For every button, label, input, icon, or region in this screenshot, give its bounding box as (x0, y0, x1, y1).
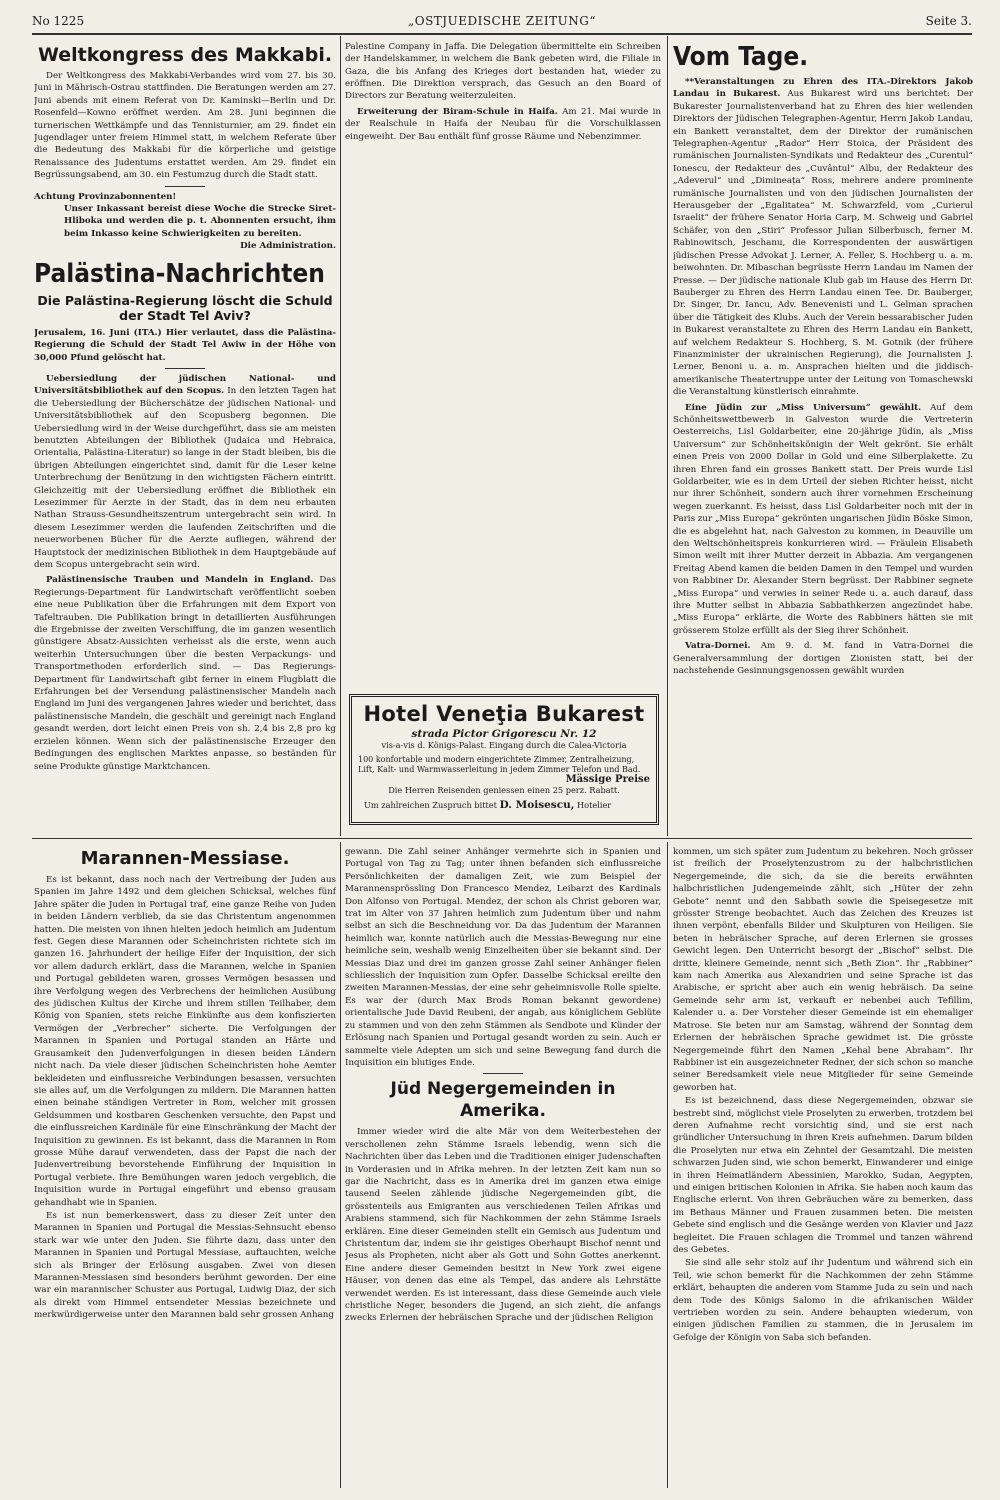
section-divider (32, 838, 972, 839)
marranen-title: Marannen-Messiase. (80, 848, 290, 869)
column-left-upper (34, 42, 336, 834)
column-divider (667, 842, 668, 1488)
short-rule (165, 368, 205, 369)
gaza-body: Palestine Company in Jaffa. Die Delegation übermittelte ein Schreiben der Handelskammer, in welchem die Bank gebeten wird, die Filiale in Gaza, die bis Anfang des Krieges dort bestanden hat, wieder zu eröffnen. Die Direktion versprach, das Gesuch an den Board of Directors zur Beratung weiterzuleiten. (345, 42, 661, 102)
makkabi-title: Weltkongress des Makkabi. (37, 44, 333, 66)
marranen-p2: Es ist nun bemerkenswert, dass zu dieser Zeit unter den Marannen in Spanien und Portugal die Messias-Sehnsucht ebenso stark war wie unter den Juden. Sie führte dazu, dass unter den Marannen in Spanien und Portugal Messiase, auftauchten, welche sich als Bringer der Erlösung ausgaben. Zwei von diesen Marannen-Messiasen sind besonders berühmt geworden. Der eine war ein marannischer Schuster aus Portugal, Ludwig Diaz, der sich als direkt vom Himmel entsendeter Messias bezeichnete und merkwürdigerweise unter den Marannen bald sehr grossen Anhang (34, 1210, 336, 1321)
neger-p4: Sie sind alle sehr stolz auf ihr Judentum und während sich ein Teil, wie schon bemerkt für die Nachkommen der zehn Stämme erklärt, behaupten die anderen vom Stamme Juda zu sein und nach dem Tode des Königs Salomo in die afrikanischen Wälder vertrieben worden zu sein. Andere behaupten wiederum, von einigen jüdischen Familien zu stammen, die in Jerusalem im Gefolge der Königin von Saba sich befanden. (673, 1258, 973, 1343)
landau-lead: **Veranstaltungen zu Ehren des ITA.-Direktors Jakob Landau in Bukarest. (673, 77, 973, 100)
miss-body: Auf dem Schönheitswettbewerb in Galveston wurde die Vertreterin Oesterreichs, Lisl Goldarbeiter, eine 20-jährige Jüdin, als „Miss Universum“ zur Schönheitskönigin der Welt gekrönt. Sie erhält einen Preis von 2000 Dollar in Gold und eine Silberplakette. Zu ihren Ehren fand ein grosses Bankett statt. Der Preis wurde Lisl Goldarbeiter, wie es in dem Urteil der sieben Richter heisst, nicht nur ihrer Schönheit, sondern auch ihrer vornehmen Erscheinung wegen zuerkannt. Es heisst, dass Lisl Goldarbeiter noch mit der in Paris zur „Miss Europa“ gekrönten ungarischen Jüdin Böske Simon, die es abgelehnt hat, nach Galveston zu kommen, in Deauville um den Weltschönheitspreis konkurrieren wird. — Fräulein Elisabeth Simon weilt mit ihrer Mutter derzeit in Abbazia. Am vergangenen Freitag Abend kamen die beiden Damen in den Tempel und wurden von Rabbiner Dr. Alexander Stern begrüsst. Der Rabbiner segnete „Miss Europa“ und verwies in seiner Rede u. a. auch darauf, dass ihre Mutter selbst in Abbazia Sabbathkerzen angezündet habe. „Miss Europa“ erklärte, die Worte des Rabbiners hätten sie mit grösserem Stolze erfüllt als der Sieg ihrer Schönheit. (673, 402, 973, 636)
column-divider (340, 36, 341, 836)
hotel-owner: D. Moisescu, (499, 799, 575, 811)
biram-lead: Erweiterung der Biram-Schule in Haifa. (357, 106, 558, 117)
neger-p3: Es ist bezeichnend, dass diese Negergemeinden, obzwar sie bestrebt sind, möglichst viele Proselyten zu erwerben, trotzdem bei deren Aufnahme recht vorsichtig sind, und sie erst nach gründlicher Untersuchung in ihren Kreis aufnehmen. Darum bilden die Proselyten nur etwa ein Zehntel der Gesamtzahl. Die meisten schwarzen Juden sind, wie schon bemerkt, Einwanderer und einige in ihren Heimatländern Abessinien, Marokko, Sudan, Aegypten, und einigen britischen Kolonien in Afrika. Sie haben noch kaum das Englische erlernt. Von ihren Gebräuchen wäre zu bemerken, dass im Bethaus Männer und Frauen zusammen beten. Die meisten Gebete sind englisch und die Gesänge werden von Klavier und Jazz begleitet. Die Frauen schlagen die Trommel und tanzen während des Gebetes. (673, 1096, 973, 1255)
vatra-body: Am 9. d. M. fand in Vatra-Dornei die Generalversammlung der dortigen Zionisten statt, bei der nachstehende Gesinnungsgenossen gewählt wurden (673, 641, 973, 677)
page-header (32, 14, 972, 34)
issue-number: No 1225 (32, 14, 85, 28)
hotel-name: Hotel Veneţia Bukarest (363, 702, 645, 726)
hotel-discount: Die Herren Reisenden geniessen einen 25 perz. Rabatt. (388, 784, 620, 795)
marranen-p3: gewann. Die Zahl seiner Anhänger vermehrte sich in Spanien und Portugal von Tag zu Tag; unter ihnen befanden sich einflussreiche Persönlichkeiten der damaligen Zeit, wie zum Beispiel der Marannensprössling Don Francesco Mendez, Leibarzt des Kardinals Don Alfonso von Portugal. Mendez, der schon als Christ geboren war, trat im Alter von 37 Jahren heimlich zum Judentum über und nahm selbst an sich die Beschneidung vor. Da das Judentum der Marannen heimlich war, konnte natürlich auch die Messias-Bewegung nur eine heimliche sein, weshalb wenig Einzelheiten über sie bekannt sind. Der Messias Diaz und drei im ganzen grosse Zahl seiner Anhänger fielen schliesslich der Inquisition zum Opfer. Dasselbe Schicksal ereilte den zweiten Marannen-Messias, der eine sehr geheimnisvolle Rolle spielte. Es war der (durch Max Brods Roman bekannt gewordene) orientalische Jude David Reubeni, der angab, aus königlichem Geblüte zu stammen und von den zehn Stämmen als Sendbote und Künder der Erlösung nach Spanien und Portugal gesandt worden zu sein. Auch er sammelte viele Adepten um sich und seine Bewegung fand durch die Inquisition ein blutiges Ende. (345, 847, 661, 1068)
page-number: Seite 3. (925, 14, 972, 28)
neger-title: Jüd Negergemeinden in Amerika. (390, 1079, 616, 1122)
hotel-advertisement (349, 694, 659, 825)
column-divider (340, 842, 341, 1488)
hotel-address-detail: vis-a-vis d. Königs-Palast. Eingang durch die Calea-Victoria (381, 740, 627, 750)
notice-title: Achtung Provinzabonnenten! (34, 191, 177, 202)
short-rule (483, 1073, 523, 1074)
column-middle-lower (345, 846, 661, 1488)
library-lead: Uebersiedlung der jüdischen National- und Universitätsbibliothek auf den Scopus. (34, 373, 336, 397)
grapes-body: Das Regierungs-Department für Landwirtschaft veröffentlicht soeben eine neue Publikation über die Erfahrungen mit dem Export von Tafeltrauben. Die Publikation bringt in detaillierten Ausführungen die Ergebnisse der zweiten Verschiffung, die im ganzen wesentlich günstigere Absatz-Aussichten verheisst als die erste, wenn auch weiterhin Untersuchungen über die besten Verpackungs- und Transportmethoden erforderlich sind. — Das Regierungs-Department für Landwirtschaft gibt ferner in einem Flugblatt die Erfahrungen bei der Versendung palästinensischer Mandeln nach England im Juni des vergangenen Jahres wieder und berichtet, dass palästinensische Mandeln, die geschält und gereinigt nach England gesandt werden, dort leicht einen Preis von sh. 2,4 bis 2,8 pro kg erzielen können. Wenn sich der palästinensische Erzeuger den Bedingungen des englischen Marktes anpasse, so beständen für seine Produkte günstige Marktchancen. (34, 575, 336, 772)
hotel-address: strada Pictor Grigorescu Nr. 12 (411, 728, 597, 740)
miss-lead: Eine Jüdin zur „Miss Universum“ gewählt. (685, 402, 922, 413)
notice-signature: Die Administration. (240, 241, 336, 252)
palestine-subtitle: Die Palästina-Regierung löscht die Schuld der Stadt Tel Aviv? (37, 292, 333, 323)
column-divider (667, 36, 668, 836)
makkabi-body: Der Weltkongress des Makkabi-Verbandes wird vom 27. bis 30. Juni in Mährisch-Ostrau stattfinden. Die Beratungen werden am 27. Juni abends mit einem Referat von Dr. Kaminski—Berlin und Dr. Rosenfeld—Kowno eröffnet werden. Am 28. Juni beginnen die turnerischen Wettkämpfe und das Tennisturnier, am 29. findet ein Jugendlager unter freiem Himmel statt, in welchem Referate über die Bedeutung des Makkabi für die körperliche und geistige Renaissance des Judentums erstattet werden. Am 29. findet ein Begrüssungsabend, am 30. ein Festumzug durch die Stadt statt. (34, 71, 336, 181)
library-body: In den letzten Tagen hat die Uebersiedlung der Bücherschätze der jüdischen National- und Universitätsbibliothek auf den Scopusberg begonnen. Die Uebersiedlung wird in der Weise durchgeführt, dass sie am meisten benutzten Abteilungen der Bibliothek (Judaica und Hebraica, Orientalia, Palästina-Literatur) so lange in der Stadt bleiben, bis die übrigen Abteilungen eingerichtet sind, damit für die Leser keine Unterbrechung der Benützung in den wichtigsten Fächern eintritt. Gleichzeitig mit der Uebersiedlung eröffnet die Bibliothek ein Lesezimmer für Aerzte in der Stadt, das in dem neu erbauten Nathan Strauss-Gesundheitszentrum untergebracht sein wird. In diesem Lesezimmer werden die laufenden Zeitschriften und die neuerworbenen Bücher für die Aerzte aufliegen, während der Hauptstock der medizinischen Bibliothek in dem Hauptgebäude auf dem Scopus untergebracht sein wird. (34, 386, 336, 570)
header-rule (32, 33, 972, 35)
notice-box (34, 191, 336, 253)
palestine-title: Palästina-Nachrichten (34, 258, 325, 289)
newspaper-name: „OSTJUEDISCHE ZEITUNG“ (408, 14, 596, 28)
column-left-lower (34, 846, 336, 1488)
neger-p1: Immer wieder wird die alte Mär von dem Weiterbestehen der verschollenen zehn Stämme Israels lebendig, wenn sich die Nachrichten über das Leben und die Traditionen einiger Judenschaften in Vorderasien und in Afrika mehren. In der letzten Zeit kam nun so gar die Nachricht, dass es in Amerika drei im ganzen etwa einige tausend Seelen zählende jüdische Negergemeinden gibt, die grösstenteils aus Emigranten aus verschiedenen Teilen Afrikas und Arabiens stammend, sich für Nachkommen der zehn Stämme Israels erklären. Eine dieser Gemeinden stellt ein Gemisch aus Judentum und Christentum dar, indem sie ihr geistiges Oberhaupt Bischof nennt und Jesus als Propheten, nicht aber als Gott und Sohn Gottes anerkennt. Eine andere dieser Gemeinden besitzt in New York zwei eigene Häuser, von denen das eine als Tempel, das andere als Lehrstätte verwendet werden. Es ist interessant, dass diese Gemeinde auch viele christliche Neger, besonders die Jugend, an sich zieht, die anfangs zwecks Erlernen der hebräischen Sprache und der jüdischen Religion (345, 1127, 661, 1324)
grapes-lead: Palästinensische Trauben und Mandeln in England. (46, 575, 314, 586)
marranen-p1: Es ist bekannt, dass noch nach der Vertreibung der Juden aus Spanien im Jahre 1492 und dem gleichen Schicksal, welches fünf Jahre später die Juden in Portugal traf, eine ganze Reihe von Juden in beiden Ländern verblieb, da sie das Christentum angenommen hatten. Die meisten von ihnen hielten jedoch heimlich am Judentum fest. Gegen diese Marannen oder Scheinchristen richtete sich im ganzen 16. Jahrhundert der heilige Eifer der Inquisition, der sich vor allem dadurch erklärt, dass die Marannen, welche in Spanien und Portugal gebildeten waren, grosses Vermögen besassen und ihre Verfolgung wegen des Verbrechens der heimlichen Ausübung des jüdischen Kultus der Kirche und ihrem stillen Teilhaber, dem König von Spanien, stets reiche Einkünfte aus dem konfiszierten Vermögen der „Verbrecher“ sicherte. Die Verfolgungen der Marannen in Spanien und Portugal standen an Härte und Grausamkeit den Judenverfolgungen in diesen beiden Ländern nicht nach. Da viele dieser jüdischen Scheinchristen hohe Aemter bekleideten und einflussreiche Verbindungen besassen, versuchten sie alles auf, um die Verfolgungen zu mildern. Die Marannen hatten einen beinahe ständigen Vertreter in Rom, welcher mit grossen Geldsummen und kostbaren Geschenken versuchte, den Papst und die einflussreichen Kardinäle für eine Einschränkung der Macht der Inquisition zu gewinnen. Es ist bekannt, dass die Marannen in Rom grosse Mühe darauf verwendeten, dass der Papst die nach der Judenvertreibung bevorstehende Einführung der Inquisition in Portugal verbiete. Ihre Bemühungen waren jedoch vergeblich, die Inquisition wurde in Portugal eingeführt und ebenso grausam gehandhabt wie in Spanien. (34, 875, 336, 1208)
vatra-lead: Vatra-Dornei. (685, 641, 751, 652)
neger-p2: kommen, um sich später zum Judentum zu bekehren. Noch grösser ist freilich der Proselytenzustrom zu der halbchristlichen Negergemeinde, die sich, da sie die bereits erwähnten halbchristlichen Judengemeinde zählt, sich „Hüter der zehn Gebote“ nennt und den Sabbath sowie die Speisegesetze mit grösster Strenge beobachtet. Auch das Zeichen des Kreuzes ist ihnen verpönt, ebenfalls Bilder und Skulpturen von Heiligen. Sie beten in hebräischer Sprache, auf deren Erlernen sie grosses Gewicht legen. Den Unterricht besorgt der „Bischof“ selbst. Die dritte, kleinere Gemeinde, nennt sich „Beth Zion“. Ihr „Rabbiner“ kam nach Amerika aus Alexandrien und seine Sprache ist das Arabische, er spricht aber auch ein wenig hebräisch. Da seine Gemeinde sehr arm ist, verkauft er nebenbei auch Tefillim, Kalender u. a. Der Vorsteher dieser Gemeinde ist ein ehemaliger Matrose. Sie beten nur am Samstag, während der Sonntag dem Erlernen der hebräischen Sprache gewidmet ist. Die grösste Negergemeinde führt den Namen „Kehal bene Abraham“. Ihr Rabbiner ist ein ausgezeichneter Redner, der sich schon so manche seiner Beredsamkeit viele neue Mitglieder für seine Gemeinde geworben hat. (673, 847, 973, 1093)
hotel-description: 100 konfortable und modern eingerichtete Zimmer, Zentralheizung, Lift, Kalt- und Warmwasserleitung in jedem Zimmer Telefon und Bad. Mässige Preise (358, 754, 650, 785)
column-right-upper (673, 42, 973, 834)
column-right-lower (673, 846, 973, 1488)
short-rule (165, 186, 205, 187)
column-middle-upper (345, 42, 661, 688)
notice-body: Unser Inkassant bereist diese Woche die Strecke Siret-Hliboka und werden die p. t. Abonnenten ersucht, ihm beim Inkasso keine Schwierigkeiten zu bereiten. (64, 204, 336, 239)
biram-body: Am 21. Mai wurde in der Realschule in Haifa der Neubau für die Vorschulklassen eingeweiht. Der Bau enthält fünf grosse Räume und Nebenzimmer. (345, 106, 661, 142)
landau-body: Aus Bukarest wird uns berichtet: Der Bukarester Journalistenverband hat zu Ehren des hier weilenden Direktors der Jüdischen Telegraphen-Agentur, Herrn Jakob Landau, ein Bankett veranstaltet, dem der Direktor der rumänischen Telegraphen-Agentur „Rador“ Herr Stoica, der Präsident des rumänischen Journalisten-Syndikats und Redakteur des „Curentul“ Ionescu, der Redakteur des „Cuvântul“ Albu, der Redakteur des „Adeverul“ und „Dimineața“ Ross, mehrere andere prominente rumänische Journalisten und von den jüdischen Journalisten der Herausgeber der „Egalitatea“ M. Schwarzfeld, vom „Curierul Israelit“ der frühere Senator Horia Carp, M. Schweig und Gabriel Schäfer, von den „Stiri“ Professor Julian Silberbusch, ferner M. Rabinowitsch, Jeschanu, die Korrespondenten der auswärtigen jüdischen Presse Advokat J. Lerner, A. Feller, S. Hochberg u. a. m. beiwohnten. Dr. Mibaschan begrüsste Herrn Landau im Namen der Presse. — Der jüdische nationale Klub gab im Hause des Herrn Dr. Bauberger zu Ehren des Herrn Landau einen Tee. Dr. Bauberger, Dr. Singer, Dr. Iancu, Adv. Benevenisti und L. Gelman sprachen über die Tätigkeit des Klubs. Auch der Verein bessarabischer Juden in Bukarest veranstaltete zu Ehren des Herrn Landau ein Bankett, auf welchem Redakteur S. Hochberg, S. M. Gotnik (der frühere Finanzminister der ukrainischen Regierung), die Journalisten J. Lerner, Benoni u. a. m. Ansprachen hielten und die jiddisch-amerikanische Theatertruppe unter der Leitung von Tomaschewski die Veranstaltung künstlerisch einrahmte. (673, 89, 973, 398)
palestine-dispatch: Jerusalem, 16. Juni (ITA.) Hier verlautet, dass die Palästina-Regierung die Schuld der Stadt Tel Awiw in der Höhe von 30,000 Pfund gelöscht hat. (34, 327, 336, 363)
hotel-owner-line: Um zahlreichen Zuspruch bittet D. Moisescu, Hotelier (364, 799, 612, 811)
hotel-prices: Mässige Preise (565, 773, 650, 785)
vomtage-title: Vom Tage. (673, 42, 809, 72)
